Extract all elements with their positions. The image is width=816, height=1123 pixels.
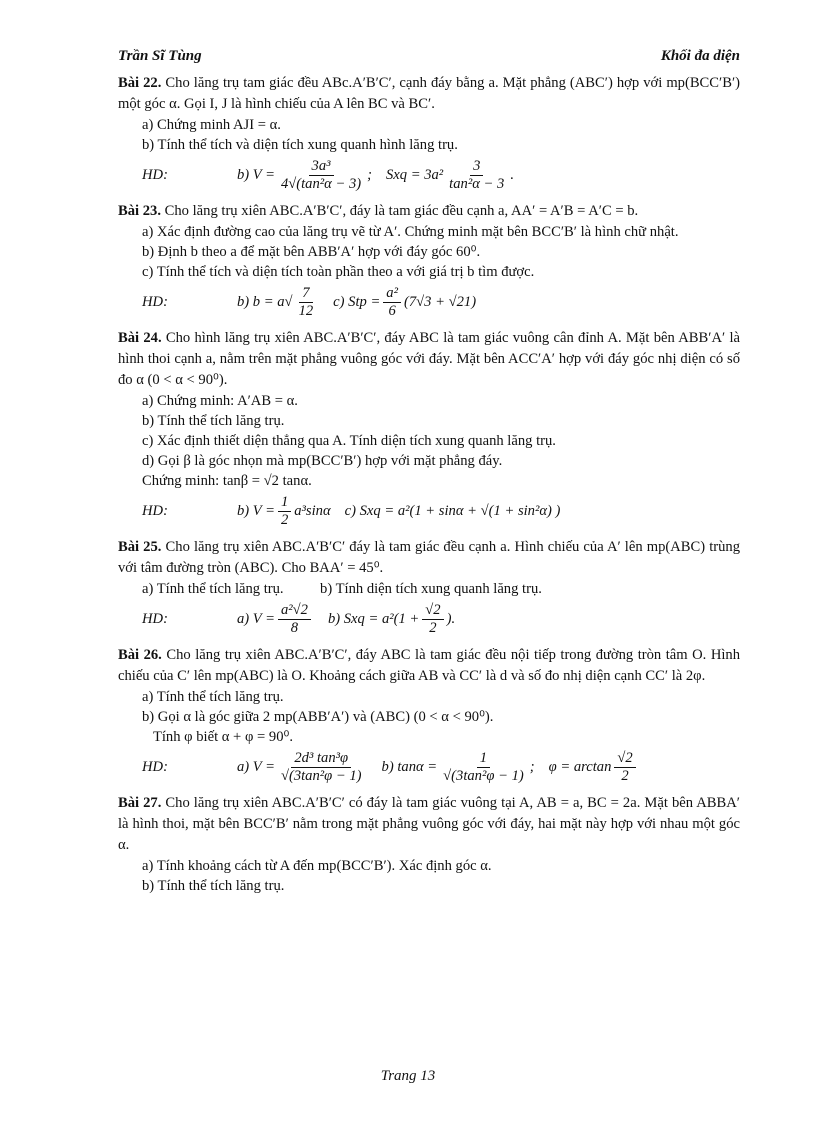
formula-prefix: c) Stp = — [333, 294, 381, 310]
formula-prefix: b) V = — [237, 167, 275, 183]
fraction-numerator: 7 — [299, 285, 312, 303]
formula-prefix: a) V = — [237, 759, 275, 775]
problem-item: a) Chứng minh: A′AB = α. — [142, 393, 298, 409]
formula-suffix: ; — [367, 167, 372, 183]
problem-number: Bài 23. — [118, 203, 161, 219]
hint-formula — [237, 285, 319, 320]
fraction-numerator: 3a³ — [309, 158, 334, 176]
problem-item: b) Tính thể tích lăng trụ. — [142, 878, 285, 894]
problem-intro-text: Cho lăng trụ tam giác đều ABc.A′B′C′, cạnh đáy bằng a. Mặt phẳng (ABC′) hợp với mp(BCC′B′) một góc α. Gọi I, J là hình chiếu của A lên BC và BC′. — [118, 75, 741, 112]
problem-number: Bài 24. — [118, 330, 162, 346]
page-number: Trang 13 — [380, 1068, 436, 1084]
hint-label: HD: — [142, 167, 168, 183]
problem-items — [118, 579, 740, 639]
formula-suffix: . — [510, 167, 514, 183]
problem-block — [118, 201, 740, 322]
problem-statement — [118, 645, 740, 687]
problem-intro-text: Cho lăng trụ xiên ABC.A′B′C′ có đáy là tam giác vuông tại A, AB = a, BC = 2a. Mặt bên ABBA′ là hình thoi, mặt bên BCC′B′ nằm trong mặt phẳng vuông góc với đáy, hai mặt này hợp với nhau một góc α. — [118, 795, 740, 853]
formula-suffix: ). — [446, 611, 456, 627]
hint-formula — [237, 158, 372, 193]
fraction-numerator: √2 — [614, 750, 635, 768]
hint-formula — [382, 750, 535, 785]
fraction-denominator: 6 — [388, 302, 396, 319]
hint-line — [142, 155, 740, 195]
header-author: Trần Sĩ Tùng — [118, 48, 202, 64]
fraction-denominator: 8 — [290, 619, 299, 636]
hint-line — [142, 491, 740, 531]
problem-statement — [118, 537, 740, 579]
hint-formula — [237, 494, 331, 529]
formula-prefix: b) tanα = — [381, 759, 438, 775]
hint-formula — [345, 502, 561, 520]
problem-block — [118, 328, 740, 531]
hint-label: HD: — [142, 611, 168, 627]
problem-item: a) Tính thể tích lăng trụ. — [142, 689, 284, 705]
fraction-denominator: 2 — [621, 767, 629, 784]
problem-item: a) Tính thể tích lăng trụ. b) Tính diện tích xung quanh lăng trụ. — [142, 581, 542, 597]
problem-statement — [118, 328, 740, 391]
problem-block — [118, 793, 740, 896]
fraction-denominator: 2 — [280, 511, 289, 528]
formula-suffix: ; — [529, 759, 535, 775]
formula-fraction — [278, 750, 365, 785]
problem-number: Bài 22. — [118, 75, 162, 91]
hint-formula — [328, 602, 455, 637]
problem-statement — [118, 73, 740, 115]
formula-fraction — [296, 285, 317, 320]
fraction-numerator: 1 — [477, 750, 490, 768]
problem-intro-text: Cho hình lăng trụ xiên ABC.A′B′C′, đáy ABC là tam giác vuông cân đỉnh A. Mặt bên ABB′A′ là hình thoi cạnh a, nằm trên mặt phẳng vuông góc với đáy. Mặt bên ACC′A′ hợp với đáy góc nhị diện có số đo α (0 < α < 90⁰). — [118, 330, 740, 388]
hint-formula — [333, 285, 476, 320]
fraction-denominator: 2 — [429, 619, 437, 636]
problem-item: b) Gọi α là góc giữa 2 mp(ABB′A′) và (ABC) (0 < α < 90⁰). — [142, 709, 494, 725]
formula-prefix: φ = arctan — [548, 759, 612, 775]
problem-items — [118, 687, 740, 787]
problem-item: Chứng minh: tanβ = √2 tanα. — [142, 473, 312, 489]
problem-item: a) Tính khoảng cách từ A đến mp(BCC′B′). Xác định góc α. — [142, 858, 492, 874]
hint-line — [142, 599, 740, 639]
problem-items — [118, 391, 740, 531]
problem-items — [118, 222, 740, 322]
formula-fraction — [446, 158, 507, 193]
page-header — [118, 48, 740, 65]
hint-formula — [237, 750, 368, 785]
document-page — [118, 48, 740, 902]
problem-number: Bài 27. — [118, 795, 162, 811]
problem-item: c) Xác định thiết diện thẳng qua A. Tính diện tích xung quanh lăng trụ. — [142, 433, 556, 449]
fraction-denominator: 12 — [298, 302, 314, 319]
formula-suffix: (7√3 + √21) — [403, 294, 477, 310]
formula-prefix: b) V = — [237, 503, 275, 519]
formula-prefix: b) b = a√ — [237, 294, 293, 310]
problem-number: Bài 25. — [118, 539, 162, 555]
problem-block — [118, 645, 740, 787]
problem-block — [118, 73, 740, 195]
formula-prefix: a) V = — [237, 611, 275, 627]
hint-label: HD: — [142, 503, 168, 519]
formula-fraction — [614, 750, 635, 785]
formula-prefix: Sxq = 3a² — [385, 167, 444, 183]
hint-formula — [549, 750, 639, 785]
formula-fraction — [422, 602, 443, 637]
formula-fraction — [440, 750, 527, 785]
problem-item: b) Định b theo a để mặt bên ABB′A′ hợp với đáy góc 60⁰. — [142, 244, 481, 260]
problem-item: a) Xác định đường cao của lăng trụ vẽ từ A′. Chứng minh mặt bên BCC′B′ là hình chữ nhật. — [142, 224, 679, 240]
problem-item: a) Chứng minh AJI = α. — [142, 117, 281, 133]
formula-prefix: b) Sxq = a²(1 + — [327, 611, 420, 627]
problem-intro-text: Cho lăng trụ xiên ABC.A′B′C′, đáy là tam giác đều cạnh a, AA′ = A′B = A′C = b. — [164, 203, 639, 219]
fraction-numerator: √2 — [422, 602, 443, 620]
problem-statement — [118, 201, 740, 222]
problem-item: Tính φ biết α + φ = 90⁰. — [142, 729, 293, 745]
problem-item: d) Gọi β là góc nhọn mà mp(BCC′B′) hợp với mặt phẳng đáy. — [142, 453, 503, 469]
formula-prefix: c) Sxq = a²(1 + sinα + √(1 + sin²α) ) — [344, 503, 561, 519]
problem-number: Bài 26. — [118, 647, 162, 663]
problem-item: c) Tính thể tích và diện tích toàn phần theo a với giá trị b tìm được. — [142, 264, 535, 280]
fraction-denominator: √(3tan²φ − 1) — [280, 767, 362, 784]
fraction-numerator: a² — [383, 285, 401, 303]
fraction-numerator: a²√2 — [278, 602, 311, 620]
hint-line — [142, 282, 740, 322]
problem-items — [118, 856, 740, 896]
formula-fraction — [383, 285, 401, 320]
problem-statement — [118, 793, 740, 856]
problem-items — [118, 115, 740, 195]
problem-item: b) Tính thể tích và diện tích xung quanh hình lăng trụ. — [142, 137, 458, 153]
formula-suffix: a³sinα — [294, 503, 331, 519]
header-topic: Khối đa diện — [660, 48, 740, 64]
hint-label: HD: — [142, 759, 168, 775]
hint-formula — [386, 158, 514, 193]
problem-intro-text: Cho lăng trụ xiên ABC.A′B′C′, đáy ABC là tam giác đều nội tiếp trong đường tròn tâm O. Hình chiếu của C′ lên mp(ABC) là O. Khoảng cách giữa AB và CC′ là d và số đo nhị diện cạnh CC′ là 2φ. — [118, 647, 741, 684]
fraction-denominator: √(3tan²φ − 1) — [443, 767, 524, 784]
problem-intro-text: Cho lăng trụ xiên ABC.A′B′C′ đáy là tam giác đều cạnh a. Hình chiếu của A′ lên mp(ABC) trùng với tâm đường tròn (ABC). Cho BAA′ = 45⁰. — [118, 539, 741, 576]
fraction-numerator: 1 — [278, 494, 291, 512]
formula-fraction — [278, 158, 364, 193]
problem-block — [118, 537, 740, 639]
hint-line — [142, 747, 740, 787]
fraction-numerator: 2d³ tan³φ — [291, 750, 351, 768]
fraction-denominator: 4√(tan²α − 3) — [280, 175, 362, 192]
problem-list — [118, 73, 740, 896]
hint-label: HD: — [142, 294, 168, 310]
fraction-denominator: tan²α − 3 — [449, 175, 505, 192]
formula-fraction — [278, 602, 311, 637]
hint-formula — [237, 602, 314, 637]
formula-fraction — [278, 494, 291, 529]
problem-item: b) Tính thể tích lăng trụ. — [142, 413, 285, 429]
fraction-numerator: 3 — [470, 158, 483, 176]
